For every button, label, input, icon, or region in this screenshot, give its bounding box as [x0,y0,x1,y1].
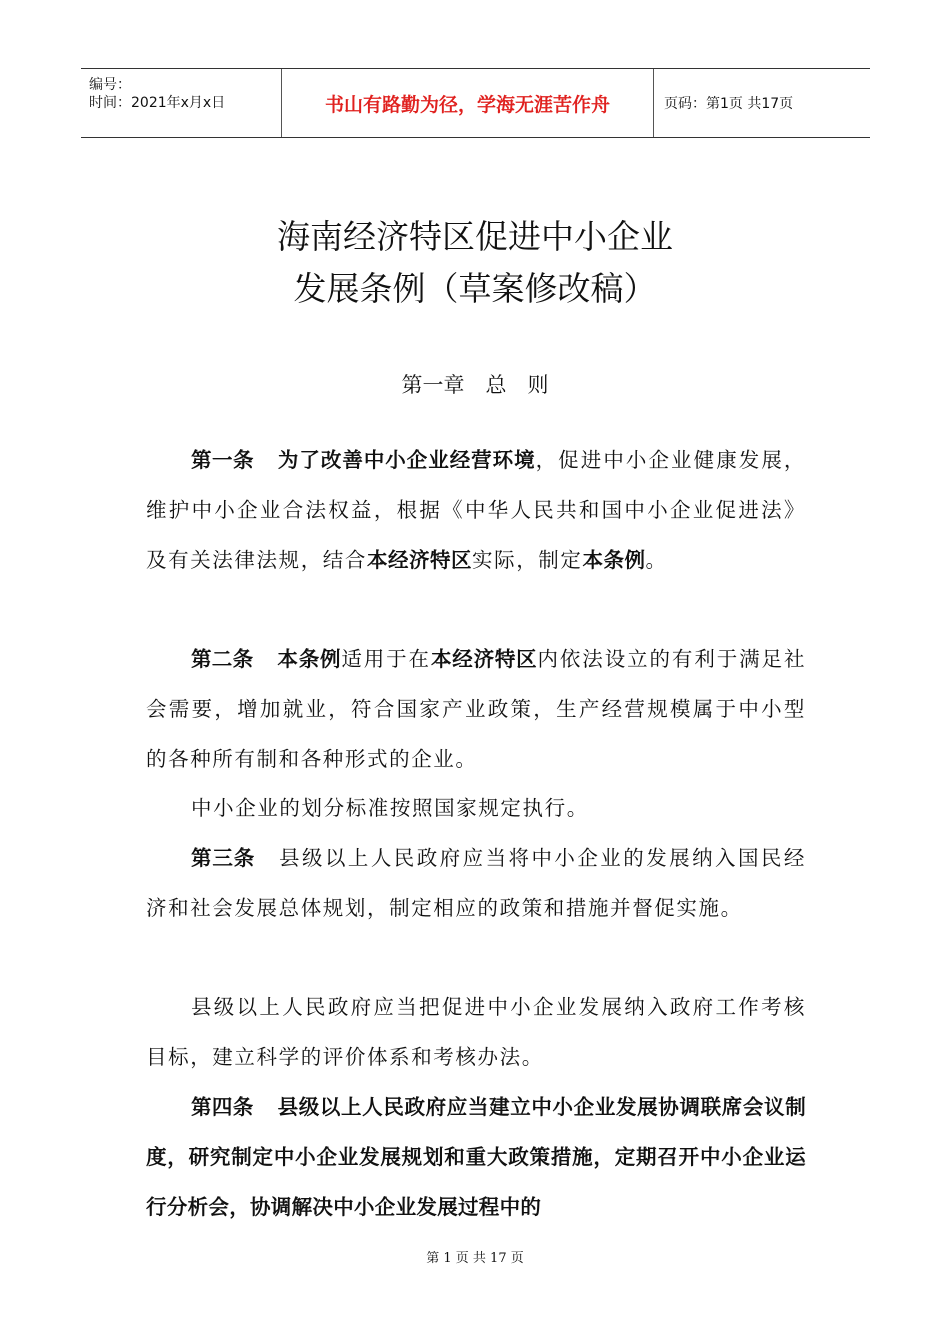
bold-text: 本条例 [582,548,646,572]
bold-text: 本条例 [277,647,342,671]
article-2-paragraph-2: 中小企业的划分标准按照国家规定执行。 [191,796,589,820]
number-label: 编号： [89,77,131,93]
body-text: 。 [645,548,668,572]
header-table [81,68,870,138]
article-label: 第四条 [191,1095,254,1119]
article-3-paragraph-2: 县级以上人民政府应当把促进中小企业发展纳入政府工作考核目标，建立科学的评价体系和考核办法。 [146,995,806,1069]
chapter-heading: 第一章 总 则 [401,373,549,397]
header-meta-cell [81,69,281,137]
article-label: 第一条 [191,448,254,472]
body-text: ，促进中小企业健康发展，维护中小企业合法权益，根据《中华人民共和国中小企业促进法》及有关法律法规，结合 [146,448,807,572]
article-label: 第二条 [191,647,254,671]
time-label: 时间：2021年x月x日 [89,95,226,111]
article-2 [146,634,806,784]
body-text: 实际，制定 [472,548,583,572]
body-text: 县级以上人民政府应当建立中小企业发展协调联席会议制度，研究制定中小企业发展规划和重大政策措施，定期召开中小企业运行分析会，协调解决中小企业发展过程中的 [146,1095,807,1219]
article-4 [146,1082,806,1232]
article-label: 第三条 [191,846,256,870]
bold-text: 本经济特区 [367,548,472,572]
body-text: 县级以上人民政府应当将中小企业的发展纳入国民经济和社会发展总体规划，制定相应的政策和措施并督促实施。 [146,846,806,920]
article-3 [146,833,806,933]
header-motto: 书山有路勤为径，学海无涯苦作舟 [281,69,654,137]
body-text: 适用于在 [341,647,431,671]
body-text: 内依法设立的有利于满足社会需要，增加就业，符合国家产业政策，生产经营规模属于中小型的各种所有制和各种形式的企业。 [146,647,807,771]
document-title-line2: 发展条例（草案修改稿） [293,269,657,308]
bold-text: 本经济特区 [430,647,538,671]
page-footer: 第 1 页 共 17 页 [426,1251,524,1266]
bold-text: 为了改善中小企业经营环境 [277,448,536,472]
article-1 [146,435,806,585]
document-title-line1: 海南经济特区促进中小企业 [277,217,673,256]
header-page-info: 页码：第1页 共17页 [664,96,794,112]
